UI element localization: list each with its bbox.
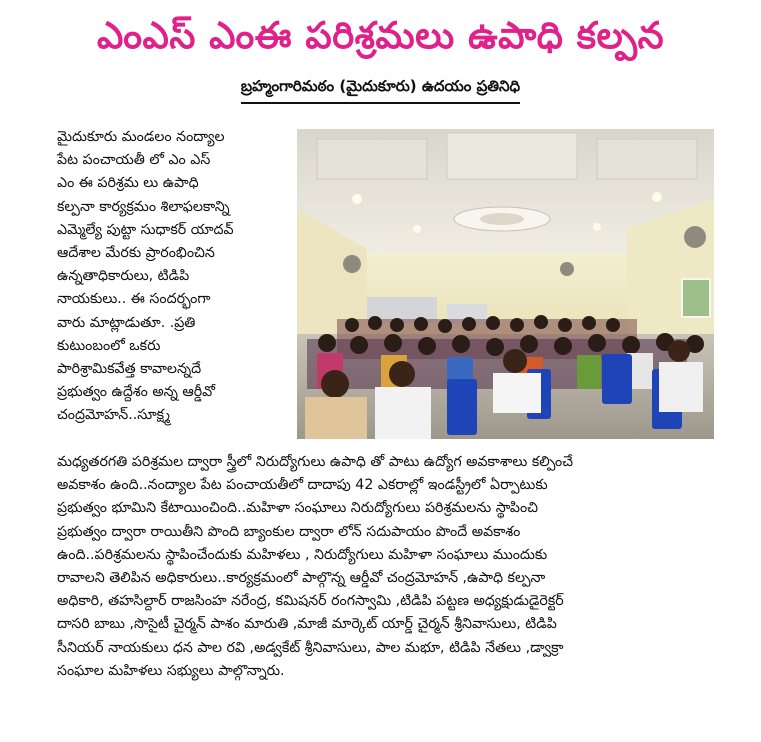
body-line: మైదుకూరు మండలం నంద్యాల <box>57 129 225 145</box>
body-line: సీనియర్ నాయకులు ధన పాల రవి ,అడ్వకేట్ శ్రీనివాసులు, పాల మభూ, టిడిపి నేతలు ,డ్వాక్రా <box>57 639 564 656</box>
byline-container <box>0 76 761 104</box>
meeting-hall-photo <box>297 129 714 439</box>
body-line: చంద్రమోహన్..సూక్ష్మ <box>57 407 171 424</box>
body-line: రావాలని తెలిపిన అధికారులు..కార్యక్రమంలో పాల్గొన్న ఆర్డీవో చంద్రమోహన్ ,ఉపాధి కల్పనా <box>57 569 546 586</box>
body-line: దాసరి బాబు ,సొసైటీ చైర్మన్ పాశం మారుతి ,మాజీ మార్కెట్ యార్డ్ చైర్మన్ శ్రీనివాసులు, టిడిపి <box>57 616 557 633</box>
article-body-column <box>57 126 289 427</box>
body-line: ఎం ఈ పరిశ్రమ లు ఉపాధి <box>57 175 199 192</box>
body-line: పారిశ్రామికవేత్త కావాలన్నదే <box>57 360 202 377</box>
body-line: అవకాశం ఉంది..నంద్యాల పేట పంచాయతీలో దాదాపు 42 ఎకరాల్లో ఇండస్ట్రీలో ఏర్పాటుకు <box>57 477 548 494</box>
body-line: కుటుంబంలో ఒకరు <box>57 337 161 354</box>
body-line: సంఘాల మహిళలు సభ్యులు పాల్గొన్నారు. <box>57 662 285 679</box>
body-line: కల్పనా కార్యక్రమం శిలాఫలకాన్ని <box>57 198 230 215</box>
body-line: ప్రభుత్వం భూమిని కేటాయించింది..మహిళా సంఘాలు నిరుద్యోగులు పరిశ్రమలను స్థాపించి <box>57 500 539 517</box>
byline: బ్రహ్మంగారిమఠం (మైదుకూరు) ఉదయం ప్రతినిధి <box>241 77 520 104</box>
body-line: వారు మాట్లాడుతూ. .ప్రతి <box>57 314 196 331</box>
article-body-full <box>57 451 757 683</box>
body-line: ఎమ్మెల్యే పుట్టా సుధాకర్ యాదవ్ <box>57 221 234 238</box>
body-line: ప్రభుత్వం ద్వారా రాయితీని పొంది బ్యాంకుల ద్వారా లోన్ సదుపాయం పొందే అవకాశం <box>57 523 521 540</box>
body-line: మధ్యతరగతి పరిశ్రమల ద్వారా స్త్రీలో నిరుద్యోగులు ఉపాధి తో పాటు ఉద్యోగ అవకాశాలు కల్పించే <box>57 454 574 470</box>
body-line: ఉంది..పరిశ్రమలను స్థాపించేందుకు మహిళలు , నిరుద్యోగులు మహిళా సంఘాలు ముందుకు <box>57 546 548 563</box>
body-line: అధికారి, తహసిల్దార్ రాజసింహ నరేంద్ర, కమిషనర్ రంగస్వామి ,టిడిపి పట్టణ అధ్యక్షుడుడైరెక్టర్ <box>57 593 564 610</box>
body-line: ఉన్నతాధికారులు, టిడిపి <box>57 268 190 285</box>
body-line: ఆదేశాల మేరకు ప్రారంభించిన <box>57 244 215 261</box>
body-line: ప్రభుత్వం ఉద్దేశం అన్న ఆర్డీవో <box>57 384 215 401</box>
body-line: పేట పంచాయతీ లో ఎం ఎస్ <box>57 152 211 169</box>
headline: ఎంఎస్ ఎంఈ పరిశ్రమలు ఉపాధి కల్పన <box>96 14 665 57</box>
body-line: నాయకులు.. ఈ సందర్భంగా <box>57 291 211 308</box>
